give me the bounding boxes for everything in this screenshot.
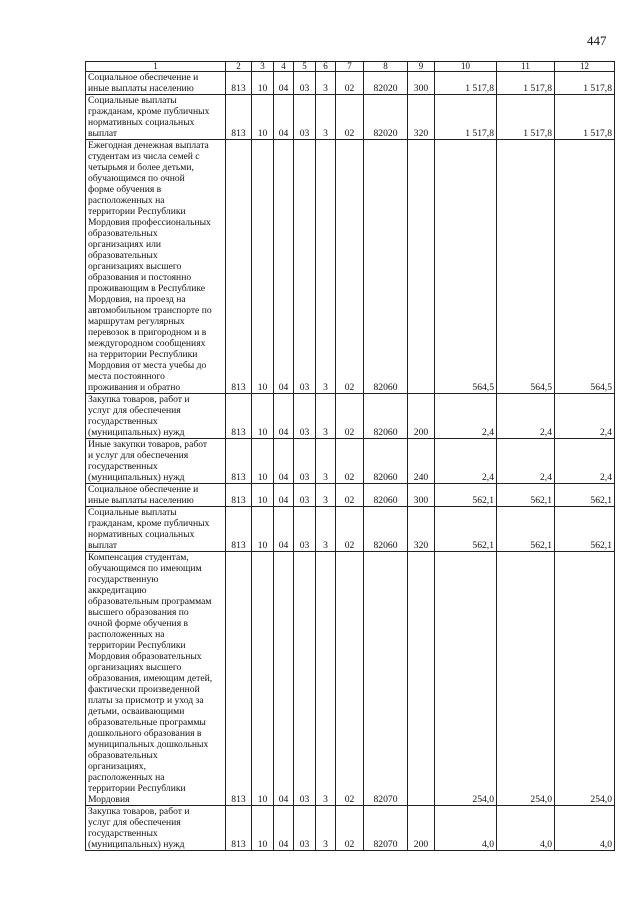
- code-cell: 813: [226, 507, 252, 552]
- row-name-line: образовательные программы: [88, 717, 206, 728]
- row-name-line: форме обучения в: [88, 184, 162, 195]
- column-header: 1: [86, 62, 226, 72]
- code-cell: 04: [274, 507, 294, 552]
- row-name-line: организациях высшего: [88, 261, 182, 272]
- row-name-cell: [86, 394, 226, 439]
- row-name-line: организациях,: [88, 761, 146, 772]
- code-cell: [408, 552, 435, 806]
- row-name-line: нормативных социальных: [88, 117, 195, 128]
- row-name-line: Закупка товаров, работ и: [88, 394, 190, 405]
- column-header: 5: [294, 62, 316, 72]
- row-name-line: Закупка товаров, работ и: [88, 806, 190, 817]
- row-name-line: образования, имеющим детей,: [88, 673, 213, 684]
- code-cell: 3: [316, 507, 336, 552]
- row-name-line: Мордовия: [88, 794, 130, 805]
- code-cell: 10: [252, 394, 274, 439]
- code-cell: 82020: [364, 95, 408, 140]
- code-cell: 82060: [364, 507, 408, 552]
- amount-cell: 562,1: [435, 484, 497, 507]
- table-row: [86, 140, 615, 394]
- code-cell: 03: [294, 72, 316, 95]
- table-row: [86, 507, 615, 552]
- code-cell: 3: [316, 95, 336, 140]
- row-name-line: образовательных: [88, 228, 158, 239]
- amount-cell: 1 517,8: [497, 95, 555, 140]
- row-name-line: организациях или: [88, 239, 162, 250]
- row-name-line: Компенсация студентам,: [88, 552, 189, 563]
- amount-cell: 2,4: [555, 394, 615, 439]
- code-cell: 3: [316, 72, 336, 95]
- table-row: [86, 552, 615, 806]
- code-cell: 813: [226, 439, 252, 484]
- code-cell: 3: [316, 552, 336, 806]
- code-cell: 813: [226, 140, 252, 394]
- amount-cell: 562,1: [435, 507, 497, 552]
- amount-cell: 254,0: [555, 552, 615, 806]
- column-header: 2: [226, 62, 252, 72]
- amount-cell: 1 517,8: [555, 72, 615, 95]
- code-cell: 240: [408, 439, 435, 484]
- row-name-line: обучающимся по имеющим: [88, 563, 202, 574]
- code-cell: 10: [252, 439, 274, 484]
- amount-cell: 2,4: [497, 439, 555, 484]
- row-name-cell: [86, 507, 226, 552]
- row-name-line: услуг для обеспечения: [88, 817, 181, 828]
- row-name-line: иные выплаты населению: [88, 495, 194, 506]
- code-cell: 813: [226, 806, 252, 851]
- code-cell: 04: [274, 394, 294, 439]
- amount-cell: 254,0: [435, 552, 497, 806]
- table-row: [86, 95, 615, 140]
- row-name-line: выплат: [88, 128, 118, 139]
- row-name-line: междугородном сообщениях: [88, 338, 206, 349]
- column-header: 8: [364, 62, 408, 72]
- row-name-line: выплат: [88, 540, 118, 551]
- row-name-cell: [86, 72, 226, 95]
- row-name-line: платы за присмотр и уход за: [88, 695, 204, 706]
- code-cell: 03: [294, 806, 316, 851]
- amount-cell: 2,4: [497, 394, 555, 439]
- amount-cell: 2,4: [555, 439, 615, 484]
- table-row: [86, 439, 615, 484]
- row-name-cell: [86, 552, 226, 806]
- code-cell: 3: [316, 394, 336, 439]
- code-cell: 200: [408, 806, 435, 851]
- code-cell: 10: [252, 72, 274, 95]
- row-name-line: Мордовия от места учебы до: [88, 360, 207, 371]
- row-name-line: проживающим в Республике: [88, 283, 206, 294]
- amount-cell: 4,0: [435, 806, 497, 851]
- column-header: 4: [274, 62, 294, 72]
- row-name-line: гражданам, кроме публичных: [88, 106, 210, 117]
- row-name-line: очной форме обучения в: [88, 618, 189, 629]
- code-cell: 02: [336, 95, 364, 140]
- code-cell: 300: [408, 72, 435, 95]
- row-name-line: дошкольного образования в: [88, 728, 202, 739]
- amount-cell: 2,4: [435, 439, 497, 484]
- row-name-line: расположенных на: [88, 195, 165, 206]
- row-name-line: Иные закупки товаров, работ: [88, 439, 208, 450]
- code-cell: 10: [252, 552, 274, 806]
- code-cell: 03: [294, 484, 316, 507]
- row-name-line: Социальное обеспечение и: [88, 72, 199, 83]
- row-name-line: расположенных на: [88, 772, 165, 783]
- budget-table: [85, 61, 615, 851]
- row-name-line: расположенных на: [88, 629, 165, 640]
- code-cell: 10: [252, 140, 274, 394]
- amount-cell: 4,0: [497, 806, 555, 851]
- row-name-line: детьми, осваивающими: [88, 706, 185, 717]
- row-name-line: Мордовия образовательных: [88, 651, 202, 662]
- amount-cell: 562,1: [497, 484, 555, 507]
- row-name-line: иные выплаты населению: [88, 83, 194, 94]
- code-cell: 82060: [364, 394, 408, 439]
- row-name-cell: [86, 806, 226, 851]
- row-name-line: (муниципальных) нужд: [88, 427, 185, 438]
- amount-cell: 254,0: [497, 552, 555, 806]
- code-cell: 10: [252, 806, 274, 851]
- column-header: 9: [408, 62, 435, 72]
- row-name-line: высшего образования по: [88, 607, 189, 618]
- row-name-line: аккредитацию: [88, 585, 147, 596]
- code-cell: 02: [336, 394, 364, 439]
- page-number: 447: [587, 33, 607, 48]
- row-name-cell: [86, 439, 226, 484]
- code-cell: 03: [294, 140, 316, 394]
- amount-cell: 564,5: [555, 140, 615, 394]
- code-cell: 03: [294, 95, 316, 140]
- code-cell: 82060: [364, 140, 408, 394]
- row-name-line: автомобильном транспорте по: [88, 305, 212, 316]
- row-name-line: нормативных социальных: [88, 529, 195, 540]
- row-name-line: (муниципальных) нужд: [88, 472, 185, 483]
- code-cell: 10: [252, 484, 274, 507]
- code-cell: 02: [336, 484, 364, 507]
- amount-cell: 564,5: [435, 140, 497, 394]
- row-name-line: территории Республики: [88, 640, 186, 651]
- amount-cell: 562,1: [555, 507, 615, 552]
- row-name-line: (муниципальных) нужд: [88, 839, 185, 850]
- code-cell: 320: [408, 95, 435, 140]
- column-header: 11: [497, 62, 555, 72]
- column-header: 3: [252, 62, 274, 72]
- column-header: 12: [555, 62, 615, 72]
- row-name-line: государственных: [88, 461, 158, 472]
- code-cell: 04: [274, 484, 294, 507]
- amount-cell: 1 517,8: [555, 95, 615, 140]
- row-name-line: государственных: [88, 828, 158, 839]
- table-header-row: [86, 62, 615, 72]
- code-cell: 82070: [364, 552, 408, 806]
- row-name-line: места постоянного: [88, 371, 165, 382]
- row-name-line: образовательным программам: [88, 596, 212, 607]
- row-name-line: четырьмя и более детьми,: [88, 162, 194, 173]
- code-cell: 82060: [364, 439, 408, 484]
- row-name-line: проживания и обратно: [88, 382, 181, 393]
- row-name-line: перевозок в пригородном и в: [88, 327, 207, 338]
- code-cell: 02: [336, 439, 364, 484]
- row-name-cell: [86, 140, 226, 394]
- code-cell: 3: [316, 439, 336, 484]
- code-cell: 03: [294, 394, 316, 439]
- code-cell: 82070: [364, 806, 408, 851]
- column-header: 7: [336, 62, 364, 72]
- row-name-line: и услуг для обеспечения: [88, 450, 189, 461]
- code-cell: 3: [316, 140, 336, 394]
- code-cell: 04: [274, 439, 294, 484]
- row-name-line: государственных: [88, 416, 158, 427]
- code-cell: 03: [294, 507, 316, 552]
- code-cell: 03: [294, 552, 316, 806]
- row-name-line: Социальное обеспечение и: [88, 484, 199, 495]
- code-cell: 03: [294, 439, 316, 484]
- code-cell: 813: [226, 394, 252, 439]
- row-name-line: образовательных: [88, 250, 158, 261]
- code-cell: 3: [316, 484, 336, 507]
- code-cell: 3: [316, 806, 336, 851]
- row-name-cell: [86, 484, 226, 507]
- row-name-line: Социальные выплаты: [88, 95, 177, 106]
- amount-cell: 1 517,8: [435, 72, 497, 95]
- row-name-line: государственную: [88, 574, 159, 585]
- row-name-line: образования и постоянно: [88, 272, 192, 283]
- column-header: 6: [316, 62, 336, 72]
- row-name-line: услуг для обеспечения: [88, 405, 181, 416]
- table-row: [86, 484, 615, 507]
- row-name-line: маршрутам регулярных: [88, 316, 185, 327]
- amount-cell: 1 517,8: [435, 95, 497, 140]
- code-cell: 813: [226, 552, 252, 806]
- code-cell: 10: [252, 95, 274, 140]
- row-name-line: гражданам, кроме публичных: [88, 518, 210, 529]
- row-name-line: образовательных: [88, 750, 158, 761]
- code-cell: 813: [226, 95, 252, 140]
- code-cell: 02: [336, 140, 364, 394]
- row-name-line: студентам из числа семей с: [88, 151, 200, 162]
- code-cell: 04: [274, 552, 294, 806]
- code-cell: 813: [226, 72, 252, 95]
- amount-cell: 562,1: [555, 484, 615, 507]
- code-cell: 82020: [364, 72, 408, 95]
- amount-cell: 2,4: [435, 394, 497, 439]
- code-cell: 813: [226, 484, 252, 507]
- amount-cell: 1 517,8: [497, 72, 555, 95]
- row-name-line: фактически произведенной: [88, 684, 200, 695]
- table-row: [86, 394, 615, 439]
- code-cell: 300: [408, 484, 435, 507]
- code-cell: 02: [336, 552, 364, 806]
- row-name-line: муниципальных дошкольных: [88, 739, 209, 750]
- code-cell: 04: [274, 72, 294, 95]
- row-name-line: территории Республики: [88, 783, 186, 794]
- row-name-line: Мордовия профессиональных: [88, 217, 211, 228]
- code-cell: 82060: [364, 484, 408, 507]
- code-cell: 02: [336, 806, 364, 851]
- row-name-line: Мордовия, на проезд на: [88, 294, 186, 305]
- code-cell: 10: [252, 507, 274, 552]
- amount-cell: 564,5: [497, 140, 555, 394]
- code-cell: 04: [274, 140, 294, 394]
- code-cell: 04: [274, 806, 294, 851]
- column-header: 10: [435, 62, 497, 72]
- code-cell: 02: [336, 507, 364, 552]
- code-cell: 320: [408, 507, 435, 552]
- row-name-cell: [86, 95, 226, 140]
- amount-cell: 4,0: [555, 806, 615, 851]
- row-name-line: на территории Республики: [88, 349, 198, 360]
- row-name-line: территории Республики: [88, 206, 186, 217]
- code-cell: 200: [408, 394, 435, 439]
- row-name-line: обучающимся по очной: [88, 173, 185, 184]
- row-name-line: Ежегодная денежная выплата: [88, 140, 209, 151]
- row-name-line: Социальные выплаты: [88, 507, 177, 518]
- code-cell: 02: [336, 72, 364, 95]
- table-row: [86, 72, 615, 95]
- code-cell: 04: [274, 95, 294, 140]
- table-row: [86, 806, 615, 851]
- row-name-line: организациях высшего: [88, 662, 182, 673]
- code-cell: [408, 140, 435, 394]
- amount-cell: 562,1: [497, 507, 555, 552]
